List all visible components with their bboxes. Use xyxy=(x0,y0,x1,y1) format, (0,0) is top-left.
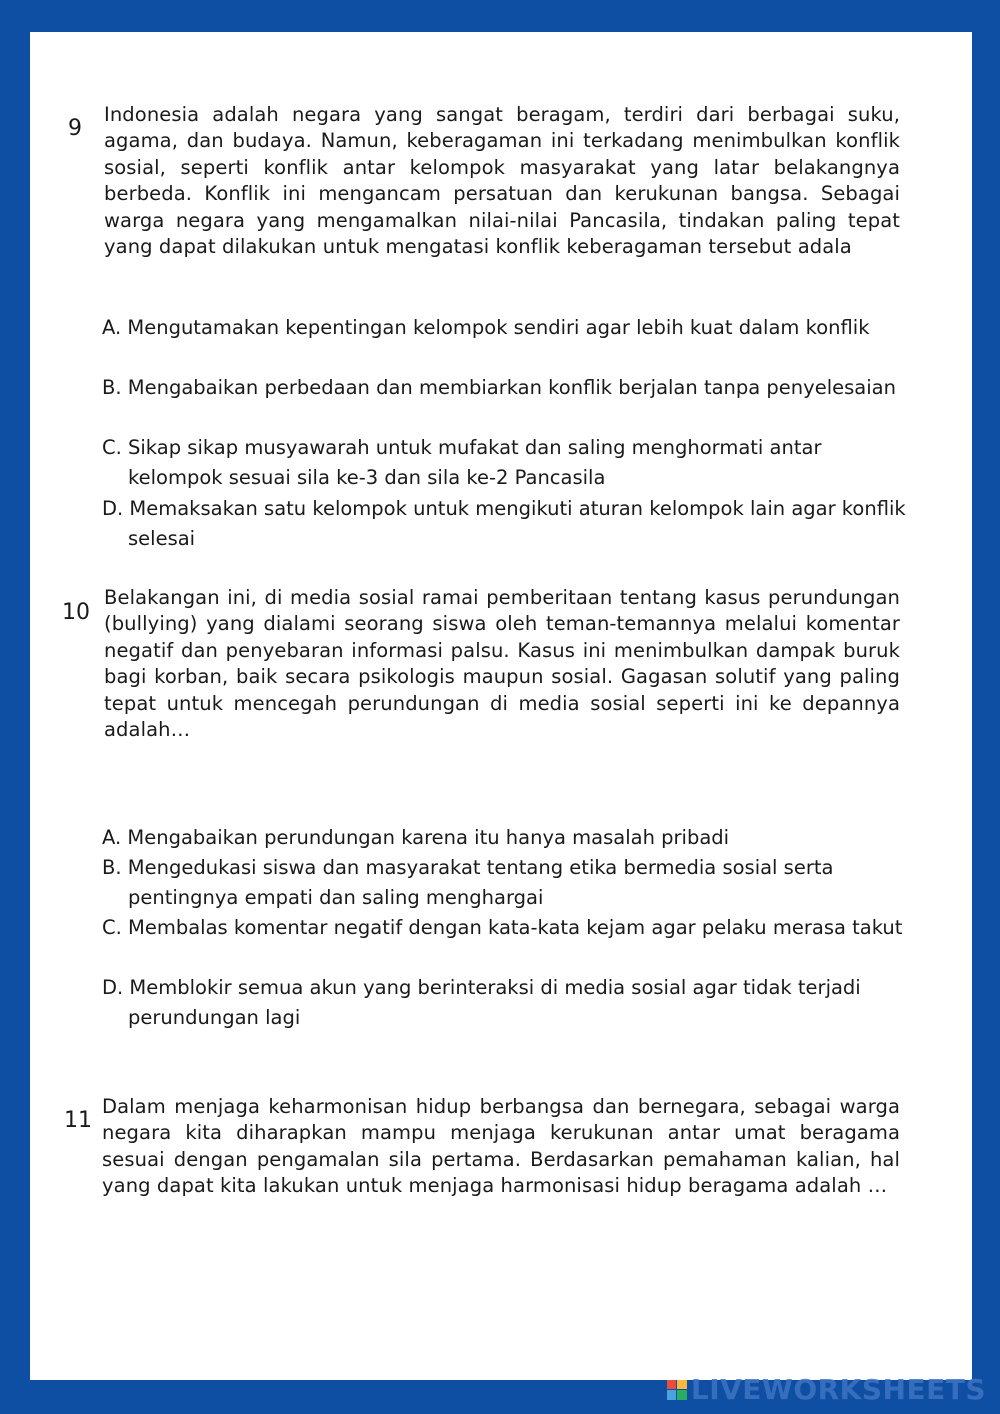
liveworksheets-wordmark: LIVEWORKSHEETS xyxy=(690,1373,986,1406)
question-11-number: 11 xyxy=(64,1108,92,1133)
question-11-text: Dalam menjaga keharmonisan hidup berbangsa dan bernegara, sebagai warga negara kita diharapkan mampu menjaga kerukunan antar umat beragama sesuai dengan pengamalan sila pertama. Berdasarkan pemahaman kalian, hal yang dapat kita lakukan untuk menjaga harmonisasi hidup beragama adalah … xyxy=(102,1095,900,1198)
question-9-number: 9 xyxy=(68,116,82,141)
question-9-option-b[interactable]: B. Mengabaikan perbedaan dan membiarkan konflik berjalan tanpa penyelesaian xyxy=(102,376,896,399)
question-9-option-a[interactable]: A. Mengutamakan kepentingan kelompok sendiri agar lebih kuat dalam konflik xyxy=(102,316,870,339)
liveworksheets-watermark xyxy=(667,1373,986,1406)
question-10-option-d[interactable]: D. Memblokir semua akun yang berinteraksi di media sosial agar tidak terjadi perundungan lagi xyxy=(102,976,861,1029)
question-9-option-d[interactable]: D. Memaksakan satu kelompok untuk mengikuti aturan kelompok lain agar konflik selesai xyxy=(102,497,906,550)
question-10-text: Belakangan ini, di media sosial ramai pemberitaan tentang kasus perundungan (bullying) yang dialami seorang siswa oleh teman-temannya melalui komentar negatif dan penyebaran informasi palsu. Kasus ini menimbulkan dampak buruk bagi korban, baik secara psikologis maupun sosial. Gagasan solutif yang paling tepat untuk mencegah perundungan di media sosial seperti ini ke depannya adalah… xyxy=(104,586,900,742)
question-10-number: 10 xyxy=(62,600,90,625)
question-9-option-c[interactable]: C. Sikap sikap musyawarah untuk mufakat dan saling menghormati antar kelompok sesuai sila ke-3 dan sila ke-2 Pancasila xyxy=(102,436,822,489)
question-10-option-a[interactable]: A. Mengabaikan perundungan karena itu hanya masalah pribadi xyxy=(102,826,730,849)
question-10-option-b[interactable]: B. Mengedukasi siswa dan masyarakat tentang etika bermedia sosial serta pentingnya empati dan saling menghargai xyxy=(102,856,834,909)
question-9-text: Indonesia adalah negara yang sangat beragam, terdiri dari berbagai suku, agama, dan budaya. Namun, keberagaman ini terkadang menimbulkan konflik sosial, seperti konflik antar kelompok masyarakat yang latar belakangnya berbeda. Konflik ini mengancam persatuan dan kerukunan bangsa. Sebagai warga negara yang mengamalkan nilai-nilai Pancasila, tindakan paling tepat yang dapat dilakukan untuk mengatasi konflik keberagaman tersebut adala xyxy=(104,103,900,259)
question-10-option-c[interactable]: C. Membalas komentar negatif dengan kata-kata kejam agar pelaku merasa takut xyxy=(102,916,903,939)
liveworksheets-logo-icon xyxy=(667,1380,687,1400)
worksheet-page xyxy=(30,32,972,1380)
